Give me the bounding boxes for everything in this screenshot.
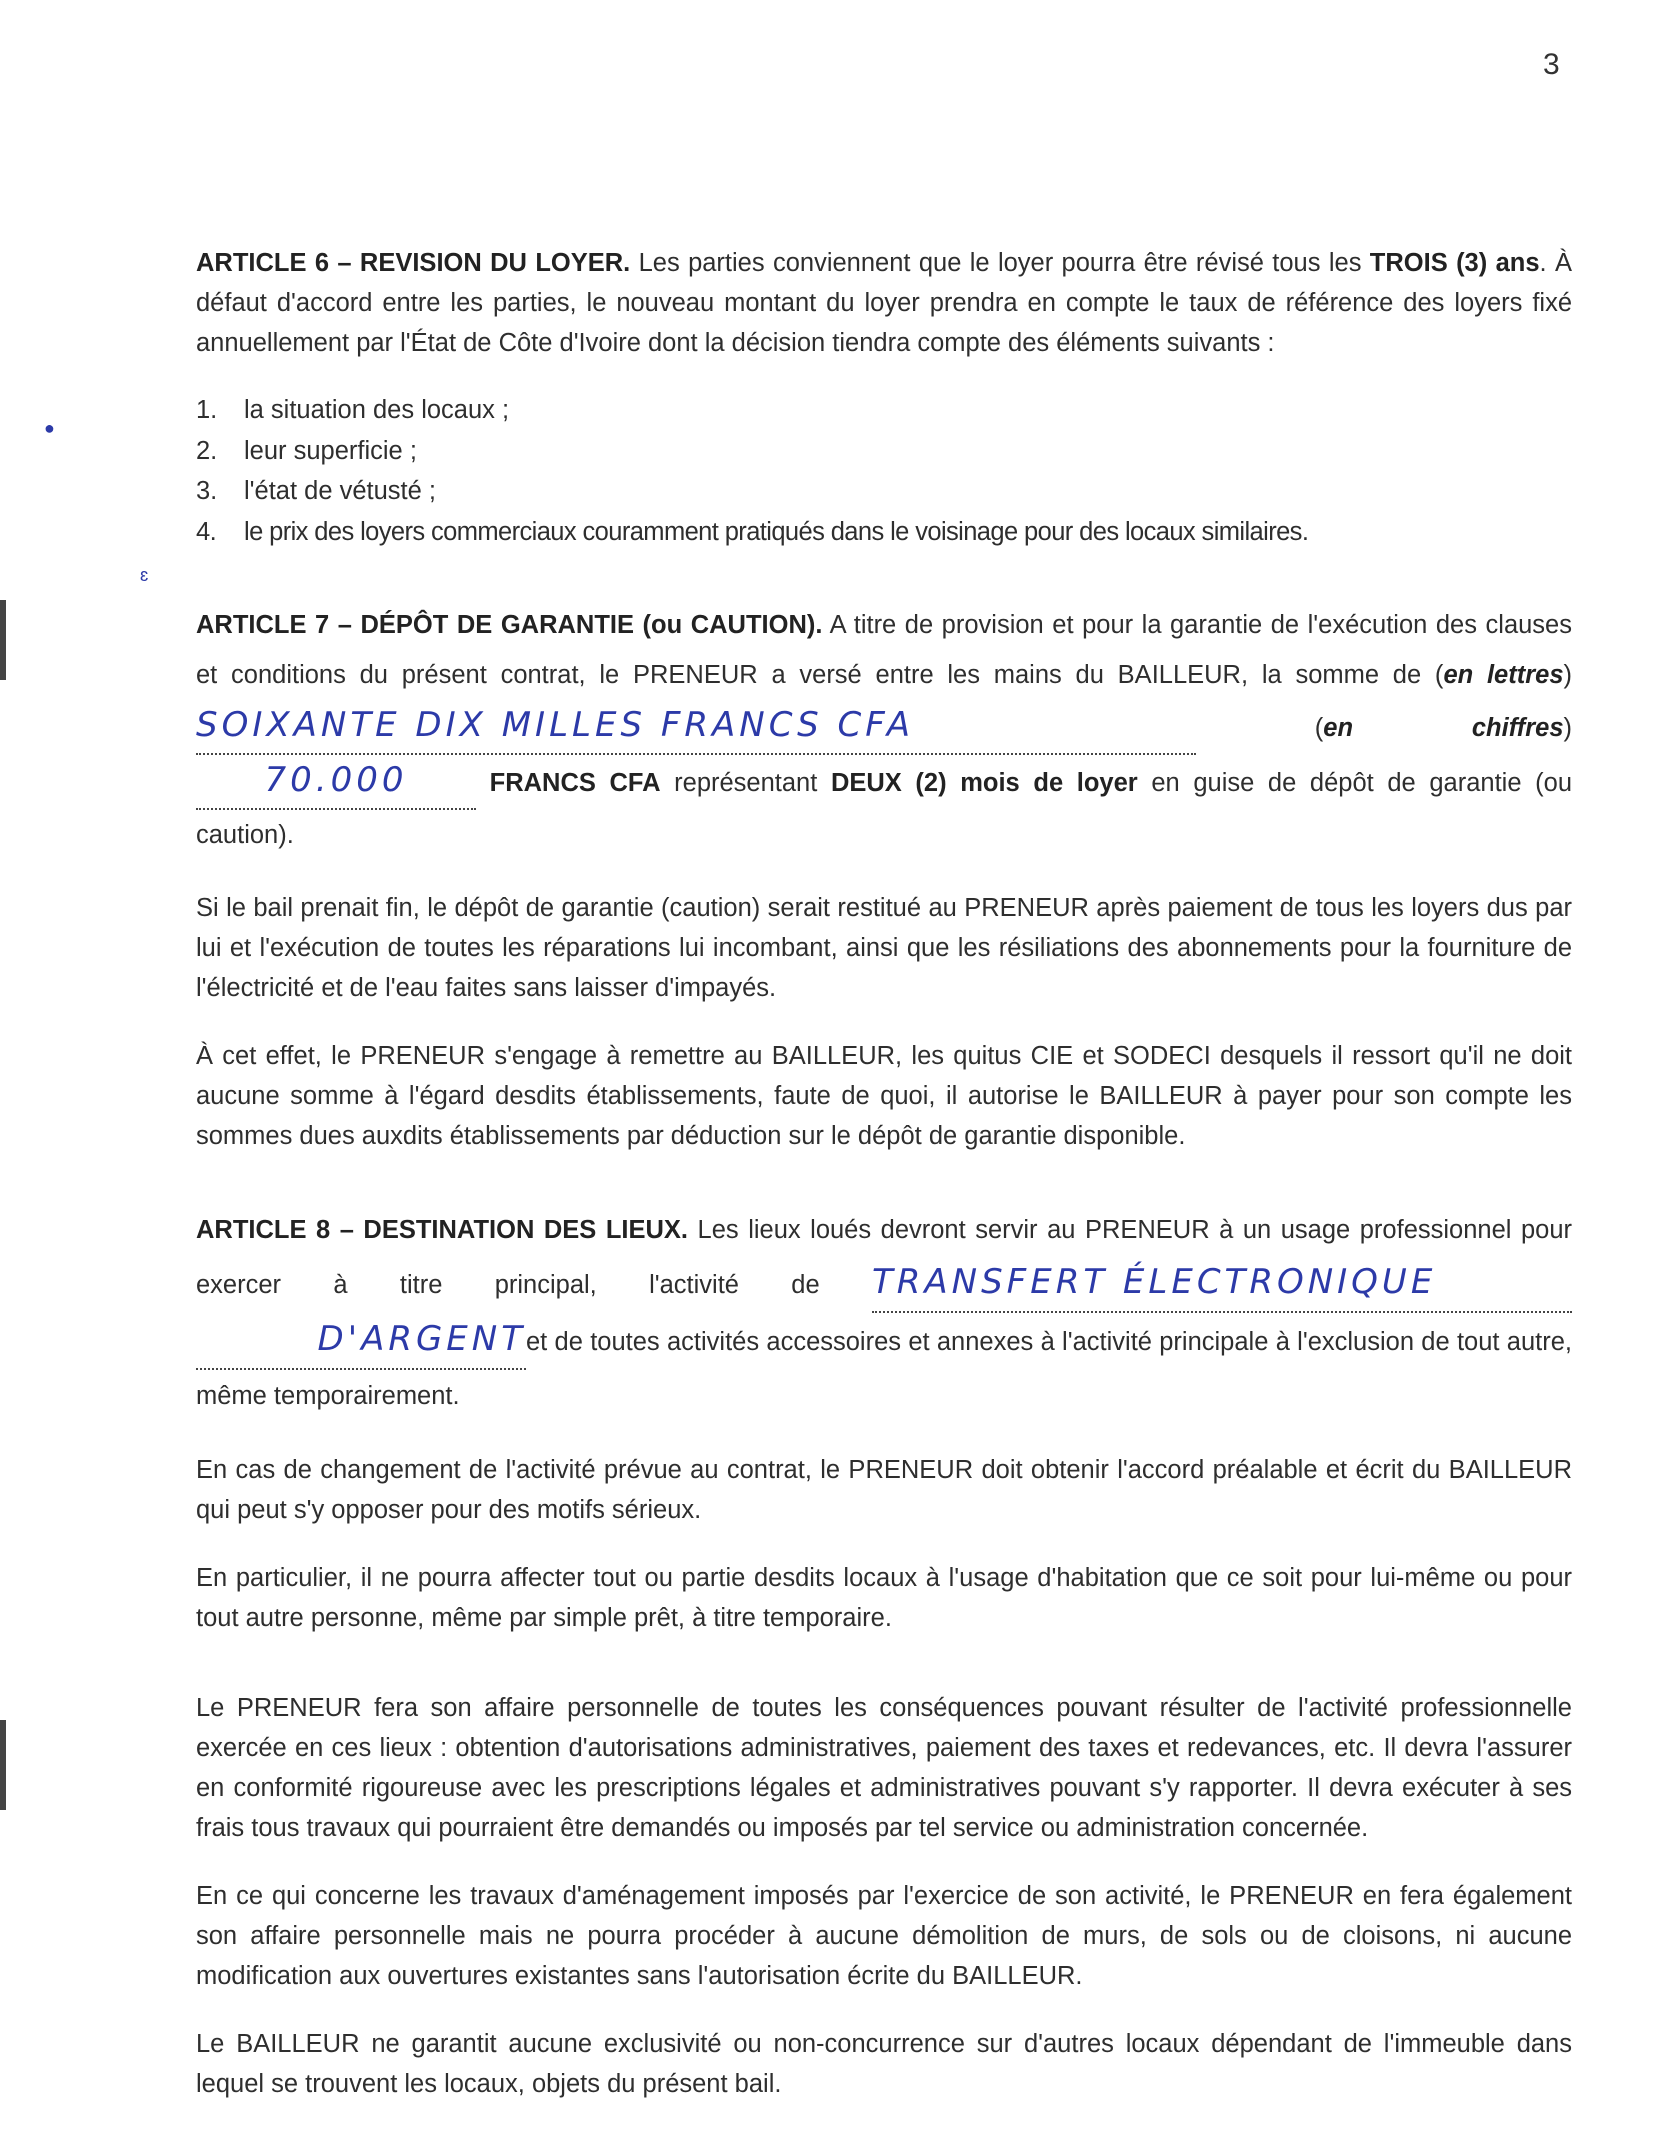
list-item: 1. la situation des locaux ;	[196, 396, 510, 424]
article-6	[196, 243, 1572, 552]
ink-mark: ɛ	[140, 565, 149, 585]
article-6-paragraph: ARTICLE 6 – REVISION DU LOYER. Les parties conviennent que le loyer pourra être révisé tous les TROIS (3) ans. À défaut d'accord entre les parties, le nouveau montant du loyer prendra en compte le taux de référence des loyers fixé annuellement par l'État de Côte d'Ivoire dont la décision tiendra compte des éléments suivants :	[196, 249, 1572, 357]
scan-edge	[0, 1720, 6, 1810]
article-7	[196, 600, 1572, 1156]
document-body	[196, 243, 1572, 2104]
activity-field-line1[interactable]: TRANSFERT ÉLECTRONIQUE	[872, 1256, 1572, 1313]
scan-edge	[0, 600, 6, 680]
article-6-heading: ARTICLE 6 – REVISION DU LOYER.	[196, 249, 631, 277]
article-8	[196, 1204, 1572, 2104]
article-7-paragraph-2: Si le bail prenait fin, le dépôt de garantie (caution) serait restitué au PRENEUR après paiement de tous les loyers dus par lui et l'exécution de toutes les réparations lui incombant, ainsi que les résiliations des abonnements pour la fourniture de l'électricité et de l'eau faites sans laisser d'impayés.	[196, 894, 1572, 1002]
list-item: 2. leur superficie ;	[196, 436, 417, 465]
activity-field-line2[interactable]: D'ARGENT	[196, 1313, 526, 1370]
article-8-paragraph-4: Le PRENEUR fera son affaire personnelle de toutes les conséquences pouvant résulter de l'activité professionnelle exercée en ces lieux : obtention d'autorisations administratives, paiement des taxes et redevances, etc. Il devra l'assurer en conformité rigoureuse avec les prescriptions légales et administratives pouvant s'y rapporter. Il devra exécuter à ses frais tous travaux qui pourraient être demandés ou imposés par tel service ou administration concernée.	[196, 1694, 1572, 1842]
criteria-list	[196, 390, 1572, 552]
list-item: 3. l'état de vétusté ;	[196, 477, 436, 505]
article-7-paragraph-3: À cet effet, le PRENEUR s'engage à remettre au BAILLEUR, les quitus CIE et SODECI desquels il ressort qu'il ne doit aucune somme à l'égard desdits établissements, faute de quoi, il autorise le BAILLEUR à payer pour son compte les sommes dues auxdits établissements par déduction sur le dépôt de garantie disponible.	[196, 1042, 1572, 1150]
article-8-paragraph-3: En particulier, il ne pourra affecter tout ou partie desdits locaux à l'usage d'habitation que ce soit pour lui-même ou pour tout autre personne, même par simple prêt, à titre temporaire.	[196, 1564, 1572, 1632]
article-8-paragraph-5: En ce qui concerne les travaux d'aménagement imposés par l'exercice de son activité, le PRENEUR en fera également son affaire personnelle mais ne pourra procéder à aucune démolition de murs, de sols ou de cloisons, ni aucune modification aux ouvertures existantes sans l'autorisation écrite du BAILLEUR.	[196, 1882, 1572, 1990]
list-item: 4. le prix des loyers commerciaux couramment pratiqués dans le voisinage pour des locaux similaires.	[196, 517, 1309, 546]
article-7-paragraph: ARTICLE 7 – DÉPÔT DE GARANTIE (ou CAUTION). A titre de provision et pour la garantie de l'exécution des clauses et conditions du présent contrat, le PRENEUR a versé entre les mains du BAILLEUR, la somme de (en lettres) SOIXANTE DIX MILLES FRANCS CFA (en chiffres) 70.000 FRANCS CFA représentant DEUX (2) mois de loyer en guise de dépôt de garantie (ou caution).	[196, 611, 1573, 849]
amount-letters-field[interactable]: SOIXANTE DIX MILLES FRANCS CFA	[196, 700, 1196, 755]
page-number: 3	[1543, 48, 1560, 81]
article-8-paragraph: ARTICLE 8 – DESTINATION DES LIEUX. Les lieux loués devront servir au PRENEUR à un usage professionnel pour exercer à titre principal, l'activité de TRANSFERT ÉLECTRONIQUE D'ARGENTet de toutes activités accessoires et annexes à l'activité principale à l'exclusion de tout autre, même temporairement.	[196, 1216, 1572, 1410]
article-8-heading: ARTICLE 8 – DESTINATION DES LIEUX.	[196, 1216, 689, 1244]
ink-mark: ●	[44, 418, 55, 438]
amount-digits-field[interactable]: 70.000	[196, 755, 476, 810]
article-8-paragraph-6: Le BAILLEUR ne garantit aucune exclusivité ou non-concurrence sur d'autres locaux dépendant de l'immeuble dans lequel se trouvent les locaux, objets du présent bail.	[196, 2030, 1572, 2098]
article-8-paragraph-2: En cas de changement de l'activité prévue au contrat, le PRENEUR doit obtenir l'accord préalable et écrit du BAILLEUR qui peut s'y opposer pour des motifs sérieux.	[196, 1456, 1572, 1524]
article-7-heading: ARTICLE 7 – DÉPÔT DE GARANTIE (ou CAUTION).	[196, 611, 823, 639]
